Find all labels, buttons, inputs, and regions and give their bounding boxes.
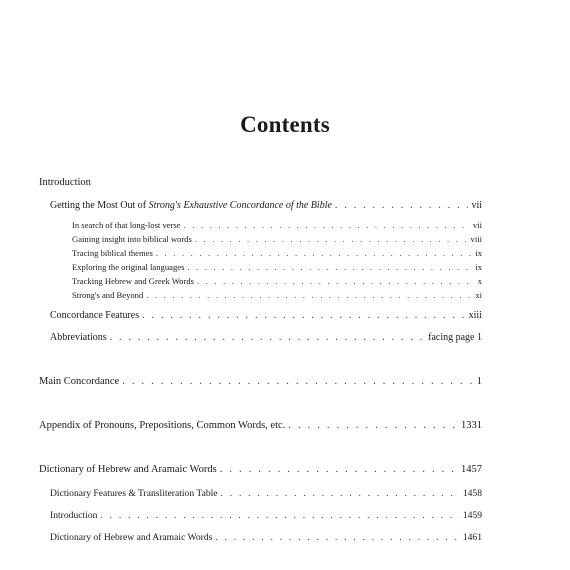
- leader-dots: [187, 262, 472, 272]
- toc-entry-page: ix: [475, 248, 482, 258]
- toc-entry-page: 1461: [462, 532, 482, 543]
- toc-entry-page: ix: [475, 262, 482, 272]
- leader-dots: [142, 310, 466, 321]
- toc-entry-label: Abbreviations: [50, 332, 107, 343]
- toc-entry-page: xiii: [468, 310, 482, 321]
- toc-entry-label: In search of that long-lost verse: [72, 220, 181, 230]
- toc-subentry[interactable]: [72, 248, 482, 258]
- toc-subentry[interactable]: [72, 276, 482, 286]
- leader-dots: [197, 276, 475, 286]
- toc-entry-page: vii: [471, 200, 482, 211]
- toc-entry-label: Exploring the original languages: [72, 262, 185, 272]
- toc-entry-dictionary[interactable]: [39, 464, 482, 475]
- toc-subentry[interactable]: [50, 488, 482, 499]
- toc-entry-label: Tracing biblical themes: [72, 248, 153, 258]
- leader-dots: [156, 248, 472, 258]
- toc-entry-page: 1457: [461, 464, 482, 475]
- toc-subentry[interactable]: [72, 234, 482, 244]
- toc-entry-label: Main Concordance: [39, 376, 120, 387]
- toc-entry-page: 1458: [462, 488, 482, 499]
- toc-entry-main-concordance[interactable]: [39, 376, 482, 387]
- toc-entry-label: Strong's and Beyond: [72, 290, 144, 300]
- toc-entry-label: Getting the Most Out of Strong's Exhaustive Concordance of the Bible: [50, 200, 332, 211]
- toc-subentry[interactable]: [72, 290, 482, 300]
- leader-dots: [122, 376, 474, 387]
- leader-dots: [184, 220, 470, 230]
- toc-entry-page: x: [477, 276, 482, 286]
- toc-subentry[interactable]: [72, 262, 482, 272]
- toc-entry-appendix[interactable]: [39, 420, 482, 431]
- toc-entry-page: vii: [472, 220, 482, 230]
- leader-dots: [215, 532, 459, 543]
- page-title: Contents: [240, 112, 330, 137]
- leader-dots: [288, 420, 458, 431]
- introduction-heading: Introduction: [39, 177, 91, 188]
- toc-entry-page: 1331: [461, 420, 482, 431]
- leader-dots: [221, 488, 460, 499]
- toc-entry-abbreviations[interactable]: [50, 332, 482, 343]
- toc-entry-concordance-features[interactable]: [50, 310, 482, 321]
- toc-entry-label: Concordance Features: [50, 310, 140, 321]
- toc-entry-label: Dictionary of Hebrew and Aramaic Words: [39, 464, 217, 475]
- leader-dots: [195, 234, 468, 244]
- leader-dots: [146, 290, 472, 300]
- toc-entry-label: Dictionary of Hebrew and Aramaic Words: [50, 532, 213, 543]
- toc-subentry[interactable]: [50, 532, 482, 543]
- toc-entry-getting-most[interactable]: [50, 200, 482, 211]
- leader-dots: [100, 510, 459, 521]
- toc-entry-label: Appendix of Pronouns, Prepositions, Common Words, etc.: [39, 420, 286, 431]
- toc-entry-label: Introduction: [50, 510, 98, 521]
- toc-entry-label: Gaining insight into biblical words: [72, 234, 192, 244]
- toc-entry-page: facing page 1: [428, 332, 482, 343]
- toc-entry-page: xi: [475, 290, 482, 300]
- toc-entry-page: 1: [476, 376, 482, 387]
- toc-subentry[interactable]: [50, 510, 482, 521]
- leader-dots: [110, 332, 425, 343]
- leader-dots: [335, 200, 469, 211]
- toc-entry-page: 1459: [462, 510, 482, 521]
- toc-entry-label: Tracking Hebrew and Greek Words: [72, 276, 194, 286]
- toc-entry-label: Dictionary Features & Transliteration Table: [50, 488, 218, 499]
- leader-dots: [220, 464, 458, 475]
- toc-subentry[interactable]: [72, 220, 482, 230]
- toc-entry-page: viii: [470, 234, 482, 244]
